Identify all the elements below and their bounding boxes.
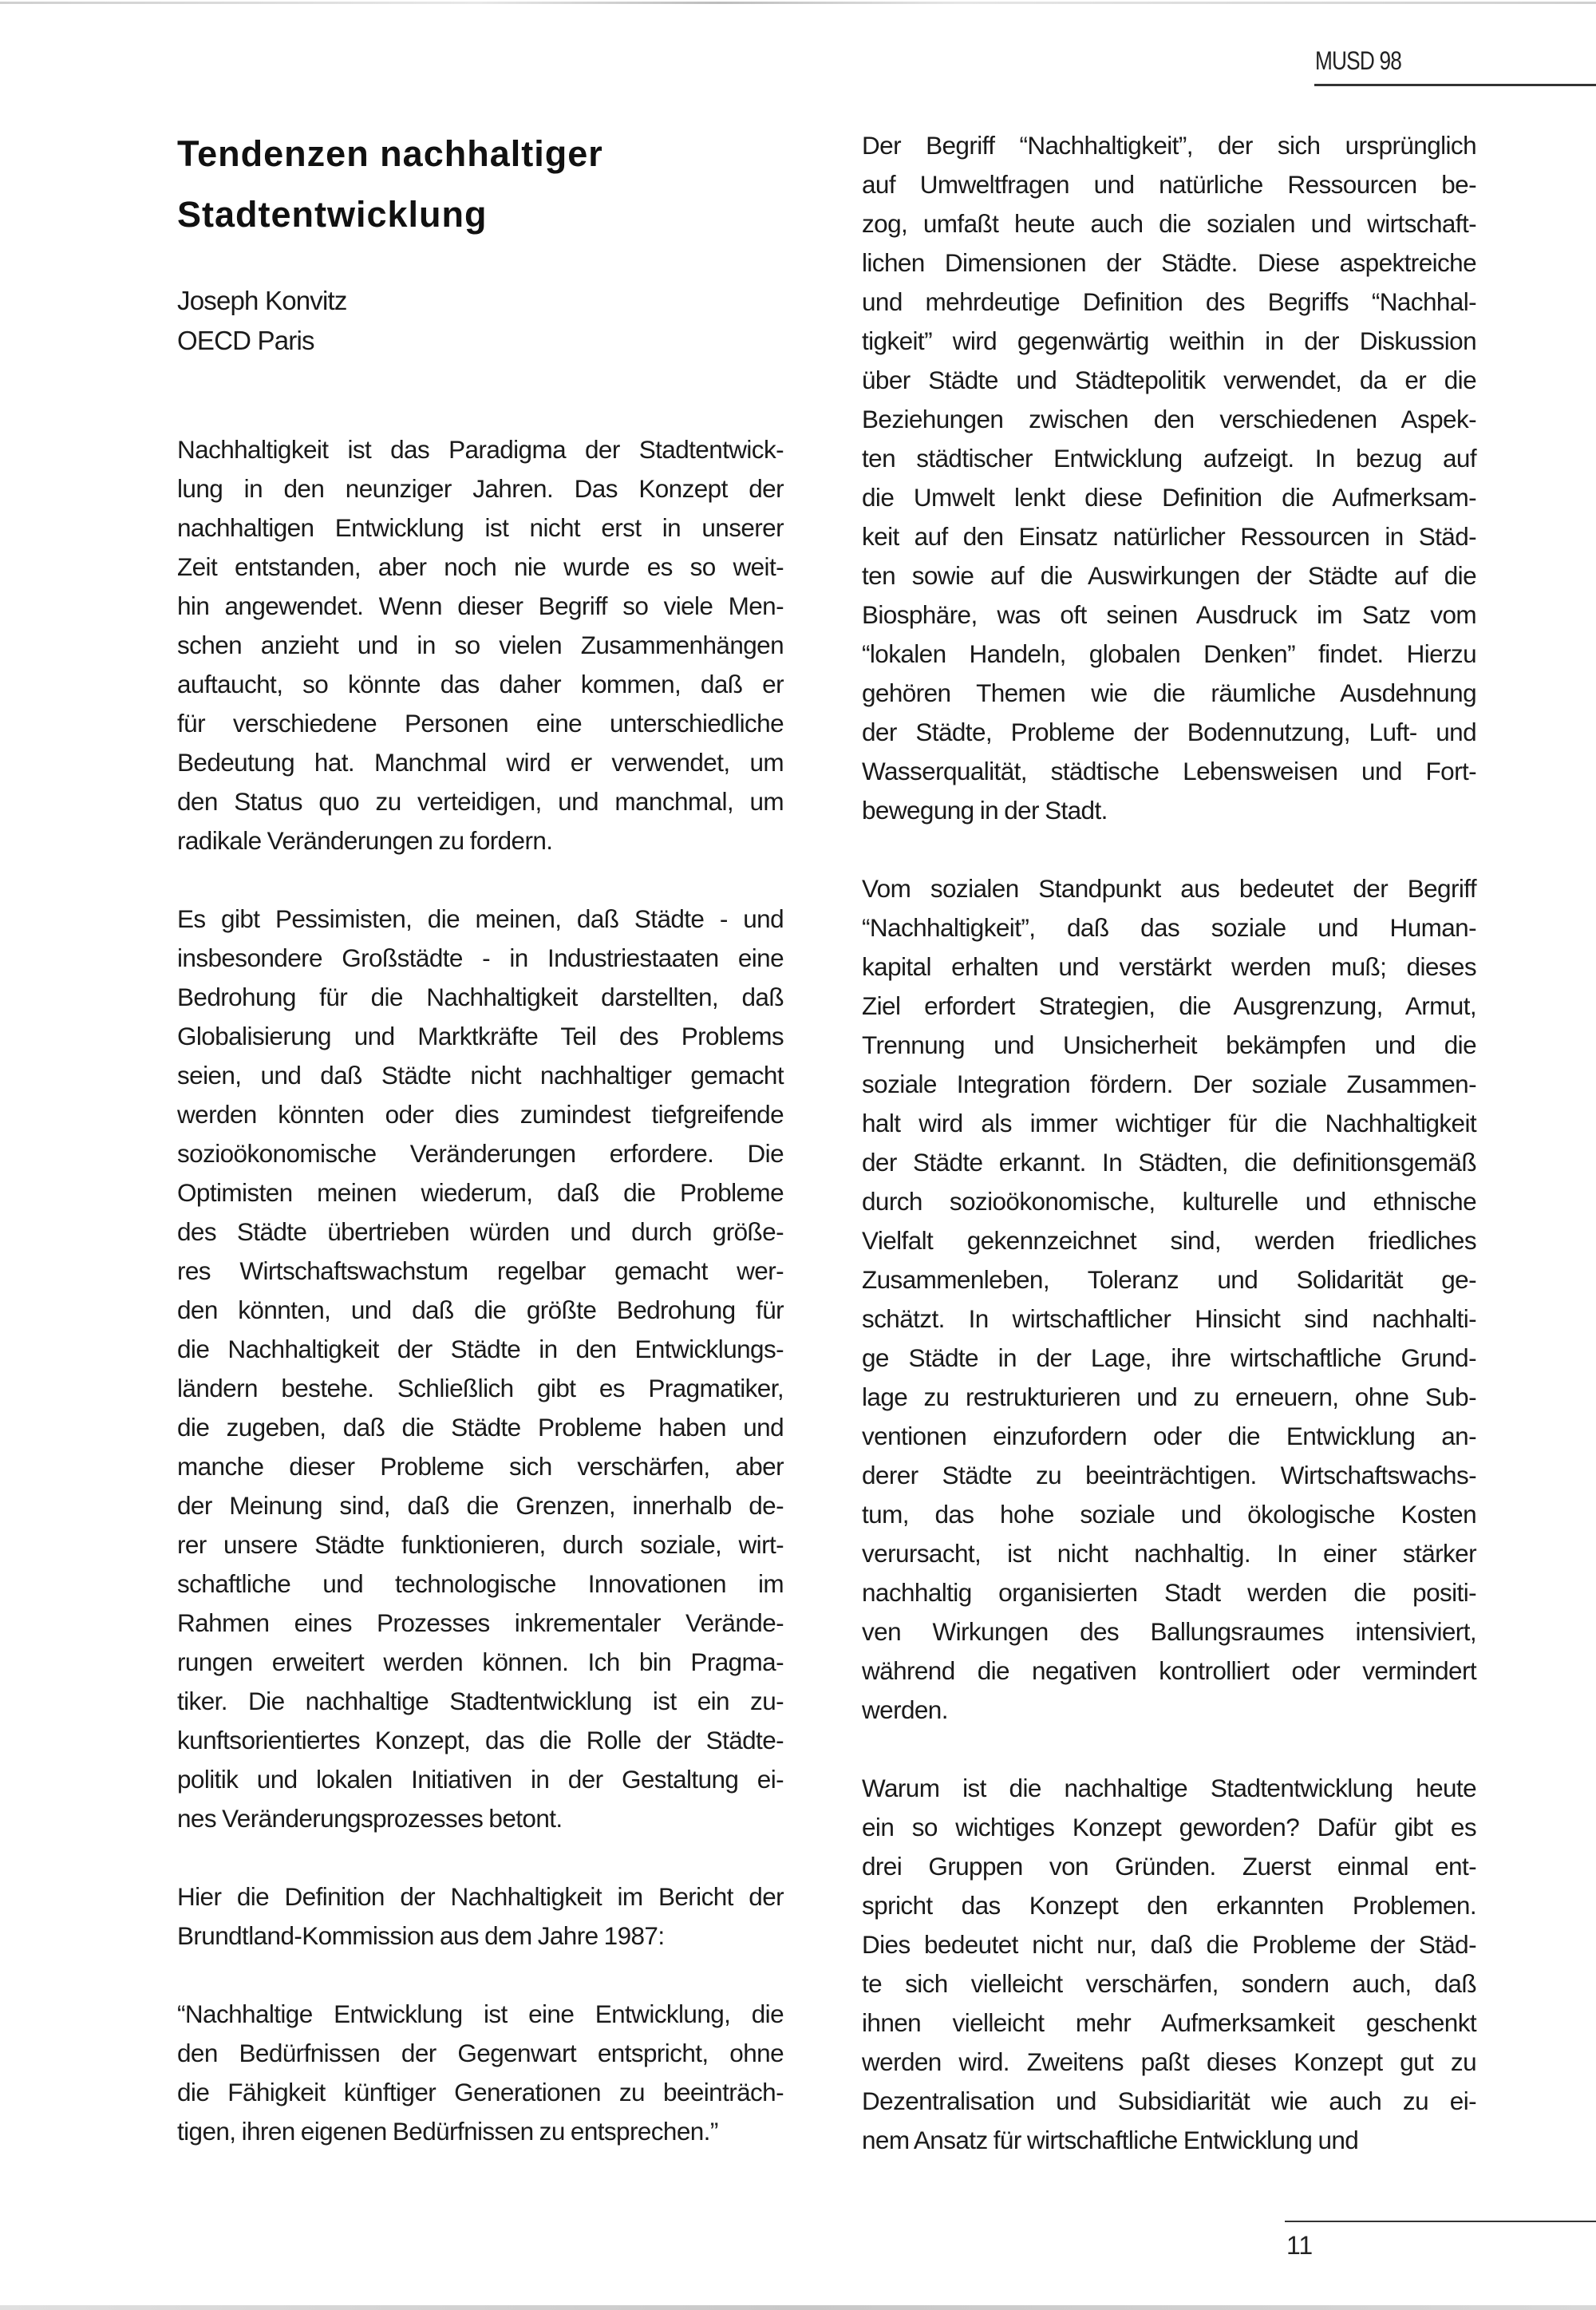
text-line: des Städte übertrieben würden und durch größe- [177,1217,784,1246]
text-line: soziale Integration fördern. Der soziale Zusammen- [862,1070,1476,1098]
header-rule [1314,84,1596,86]
text-line: und mehrdeutige Definition des Begriffs “Nachhal- [862,287,1476,316]
text-line: insbesondere Großstädte - in Industriestaaten eine [177,943,784,972]
text-line: Globalisierung und Marktkräfte Teil des Problems [177,1022,784,1050]
text-line: rungen erweitert werden können. Ich bin Pragma- [177,1647,784,1676]
text-line: gehören Themen wie die räumliche Ausdehnung [862,678,1476,707]
text-line: werden. [862,1695,948,1724]
text-line: kunftsorientiertes Konzept, das die Rolle der Städte- [177,1726,784,1754]
text-line: werden wird. Zweitens paßt dieses Konzept gut zu [862,2047,1476,2076]
title-line: Tendenzen nachhaltiger [177,133,603,174]
text-line: den Bedürfnissen der Gegenwart entspricht, ohne [177,2039,784,2067]
text-line: lage zu restrukturieren und zu erneuern, ohne Sub- [862,1382,1476,1411]
text-line: manche dieser Probleme sich verschärfen, aber [177,1452,784,1481]
text-line: lichen Dimensionen der Städte. Diese aspektreiche [862,248,1476,277]
text-line: nes Veränderungsprozesses betont. [177,1804,563,1833]
body-paragraph [862,869,1476,1730]
text-line: Bedrohung für die Nachhaltigkeit darstellten, daß [177,983,784,1011]
body-paragraph [862,1769,1476,2160]
byline [177,281,347,361]
text-line: die zugeben, daß die Städte Probleme haben und [177,1413,784,1442]
text-line: drei Gruppen von Gründen. Zuerst einmal ent- [862,1852,1476,1881]
text-line: ihnen vielleicht mehr Aufmerksamkeit geschenkt [862,2008,1476,2037]
text-line: auftaucht, so könnte das daher kommen, daß er [177,670,784,698]
paragraph-gap [177,1838,784,1877]
scan-edge-bottom [0,2305,1596,2310]
text-line: der Städte erkannt. In Städten, die definitionsgemäß [862,1148,1476,1177]
text-line: Biosphäre, was oft seinen Ausdruck im Satz vom [862,600,1476,629]
text-line: verursacht, ist nicht nachhaltig. In einer stärker [862,1539,1476,1568]
paragraph-gap [862,1730,1476,1769]
text-line: tigkeit” wird gegenwärtig weithin in der Diskussion [862,326,1476,355]
text-line: nem Ansatz für wirtschaftliche Entwicklung und [862,2126,1359,2154]
text-line: ten sowie auf die Auswirkungen der Städte auf die [862,561,1476,590]
left-column [177,430,784,2151]
text-line: Hier die Definition der Nachhaltigkeit im Bericht der [177,1882,784,1911]
text-line: die Umwelt lenkt diese Definition die Aufmerksam- [862,483,1476,512]
text-line: die Nachhaltigkeit der Städte in den Entwicklungs- [177,1335,784,1363]
text-line: keit auf den Einsatz natürlicher Ressourcen in Städ- [862,522,1476,551]
page-number: 11 [1286,2231,1314,2260]
body-paragraph [177,900,784,1838]
body-paragraph [177,1877,784,1956]
text-line: Der Begriff “Nachhaltigkeit”, der sich ursprünglich [862,131,1476,160]
text-line: Dies bedeutet nicht nur, daß die Probleme der Städ- [862,1930,1476,1959]
text-line: den könnten, und daß die größte Bedrohung für [177,1295,784,1324]
text-line: lung in den neunziger Jahren. Das Konzept der [177,474,784,503]
text-line: halt wird als immer wichtiger für die Nachhaltigkeit [862,1109,1476,1137]
text-line: derer Städte zu beeinträchtigen. Wirtschaftswachs- [862,1461,1476,1489]
text-line: während die negativen kontrolliert oder vermindert [862,1656,1476,1685]
text-line: nachhaltigen Entwicklung ist nicht erst in unserer [177,513,784,542]
text-line: durch sozioökonomische, kulturelle und ethnische [862,1187,1476,1216]
text-line: Es gibt Pessimisten, die meinen, daß Städte - und [177,904,784,933]
text-line: Optimisten meinen wiederum, daß die Probleme [177,1178,784,1207]
running-head: MUSD 98 [1315,46,1401,75]
body-paragraph [177,430,784,860]
text-line: für verschiedene Personen eine unterschiedliche [177,709,784,738]
text-line: zog, umfaßt heute auch die sozialen und wirtschaft- [862,209,1476,238]
text-line: res Wirtschaftswachstum regelbar gemacht wer- [177,1256,784,1285]
text-line: Vielfalt gekennzeichnet sind, werden friedliches [862,1226,1476,1255]
text-line: schaftliche und technologische Innovationen im [177,1569,784,1598]
text-line: Vom sozialen Standpunkt aus bedeutet der Begriff [862,874,1476,903]
text-line: bewegung in der Stadt. [862,796,1108,825]
right-column [862,126,1476,2160]
text-line: ven Wirkungen des Ballungsraumes intensiviert, [862,1617,1476,1646]
text-line: hin angewendet. Wenn dieser Begriff so viele Men- [177,591,784,620]
text-line: rer unsere Städte funktionieren, durch soziale, wirt- [177,1530,784,1559]
text-line: Bedeutung hat. Manchmal wird er verwendet, um [177,748,784,777]
text-line: Brundtland-Kommission aus dem Jahre 1987: [177,1921,665,1950]
paragraph-gap [862,830,1476,869]
text-line: spricht das Konzept den erkannten Problemen. [862,1891,1476,1920]
text-line: schätzt. In wirtschaftlicher Hinsicht sind nachhalti- [862,1304,1476,1333]
text-line: sozioökonomische Veränderungen erfordere. Die [177,1139,784,1168]
text-line: seien, und daß Städte nicht nachhaltiger gemacht [177,1061,784,1090]
text-line: “Nachhaltige Entwicklung ist eine Entwicklung, die [177,1999,784,2028]
text-line: ventionen einzufordern oder die Entwicklung an- [862,1422,1476,1450]
text-line: Beziehungen zwischen den verschiedenen Aspek- [862,405,1476,433]
body-paragraph [862,126,1476,830]
text-line: te sich vielleicht verschärfen, sondern auch, daß [862,1969,1476,1998]
text-line: schen anzieht und in so vielen Zusammenhängen [177,631,784,659]
text-line: Zusammenleben, Toleranz und Solidarität ge- [862,1265,1476,1294]
text-line: Nachhaltigkeit ist das Paradigma der Stadtentwick- [177,435,784,464]
title-line: Stadtentwicklung [177,194,488,235]
text-line: Dezentralisation und Subsidiarität wie auch zu ei- [862,2087,1476,2115]
text-line: der Städte, Probleme der Bodennutzung, Luft- und [862,718,1476,746]
text-line: “Nachhaltigkeit”, daß das soziale und Human- [862,913,1476,942]
author-affiliation: OECD Paris [177,326,314,355]
text-line: über Städte und Städtepolitik verwendet, da er die [862,366,1476,394]
text-line: der Meinung sind, daß die Grenzen, innerhalb de- [177,1491,784,1520]
text-line: tiker. Die nachhaltige Stadtentwicklung ist ein zu- [177,1687,784,1715]
text-line: ge Städte in der Lage, ihre wirtschaftliche Grund- [862,1343,1476,1372]
text-line: kapital erhalten und verstärkt werden muß; dieses [862,952,1476,981]
text-line: nachhaltig organisierten Stadt werden die positi- [862,1578,1476,1607]
text-line: politik und lokalen Initiativen in der Gestaltung ei- [177,1765,784,1794]
author-name: Joseph Konvitz [177,286,347,315]
text-line: ein so wichtiges Konzept geworden? Dafür gibt es [862,1813,1476,1841]
paragraph-gap [177,860,784,900]
text-line: Ziel erfordert Strategien, die Ausgrenzung, Armut, [862,991,1476,1020]
text-line: Wasserqualität, städtische Lebensweisen und Fort- [862,757,1476,785]
article-title [177,124,784,245]
text-line: Rahmen eines Prozesses inkrementaler Verände- [177,1608,784,1637]
text-line: den Status quo zu verteidigen, und manchmal, um [177,787,784,816]
footer-rule [1285,2221,1596,2222]
text-line: “lokalen Handeln, globalen Denken” findet. Hierzu [862,639,1476,668]
text-line: auf Umweltfragen und natürliche Ressourcen be- [862,170,1476,199]
scan-edge-top [0,2,1596,4]
text-line: werden könnten oder dies zumindest tiefgreifende [177,1100,784,1129]
paragraph-gap [177,1956,784,1995]
body-paragraph [177,1995,784,2151]
text-line: Trennung und Unsicherheit bekämpfen und die [862,1030,1476,1059]
text-line: Zeit entstanden, aber noch nie wurde es so weit- [177,552,784,581]
text-line: Warum ist die nachhaltige Stadtentwicklung heute [862,1774,1476,1802]
text-line: tum, das hohe soziale und ökologische Kosten [862,1500,1476,1529]
text-line: die Fähigkeit künftiger Generationen zu beeinträch- [177,2078,784,2106]
text-line: tigen, ihren eigenen Bedürfnissen zu entsprechen.” [177,2117,718,2146]
text-line: radikale Veränderungen zu fordern. [177,826,553,855]
text-line: ländern bestehe. Schließlich gibt es Pragmatiker, [177,1374,784,1402]
text-line: ten städtischer Entwicklung aufzeigt. In bezug auf [862,444,1476,473]
